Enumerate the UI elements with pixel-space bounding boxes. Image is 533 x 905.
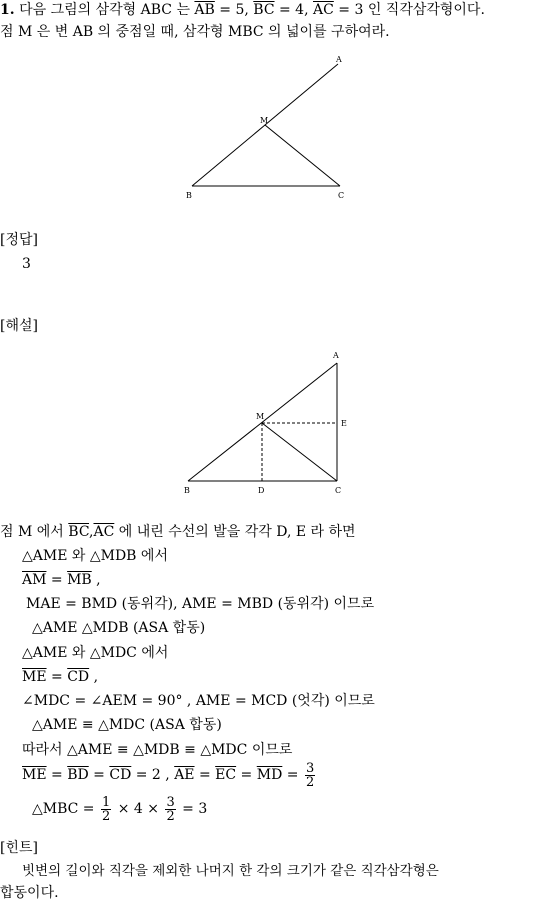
explanation-line-7 — [22, 667, 98, 687]
text: 에 내린 수선의 발을 각각 D, E 라 하면 — [114, 524, 356, 540]
segment-ec: $\overline{EC}$ — [215, 767, 237, 783]
label-a: A — [333, 351, 339, 360]
explanation-line-2: △AME 와 △MDB 에서 — [22, 548, 168, 564]
answer-heading: [정답] — [0, 232, 38, 248]
segment-mb: $\overline{MB}$ — [67, 572, 92, 588]
text: = 3 — [177, 801, 208, 817]
hint-line-2: 합동이다. — [0, 885, 59, 901]
fraction-three-halves — [305, 762, 315, 789]
problem-text-1c: = 4, — [274, 2, 313, 18]
fraction-numerator: 3 — [305, 760, 315, 776]
text: 점 M 에서 — [0, 524, 69, 540]
explanation-line-4: MAE = BMD (동위각), AME = MBD (동위각) 이므로 — [26, 596, 375, 612]
text: , — [91, 572, 101, 588]
problem-text-1d: = 3 인 직각삼각형이다. — [333, 2, 485, 18]
label-e: E — [341, 419, 347, 428]
text: , — [89, 524, 94, 540]
text: = — [236, 767, 257, 783]
problem-text-1a: 다음 그림의 삼각형 ABC 는 — [19, 2, 195, 18]
hint-line-1: 빗변의 길이와 직각을 제외한 나머지 한 각의 크기가 같은 직각삼각형은 — [22, 863, 439, 879]
segment-ac: $\overline{AC}$ — [93, 524, 115, 540]
text: = — [282, 767, 303, 783]
segment-cd: $\overline{CD}$ — [109, 767, 132, 783]
label-d: D — [258, 486, 265, 495]
segment-bc: $\overline{BC}$ — [68, 524, 90, 540]
problem-number: 1. — [0, 2, 15, 18]
segment-am: $\overline{AM}$ — [22, 572, 47, 588]
explanation-line-9: △AME ≡ △MDC (ASA 합동) — [32, 717, 222, 733]
text: = — [46, 669, 68, 685]
text: = — [46, 572, 68, 588]
segment-cd: $\overline{CD}$ — [67, 669, 90, 685]
fraction-numerator: 1 — [102, 794, 111, 810]
text: , — [89, 669, 99, 685]
explanation-line-1 — [0, 522, 356, 542]
triangle-figure-2 — [180, 345, 360, 500]
explanation-line-6: △AME 와 △MDC 에서 — [22, 645, 169, 661]
explanation-line-12 — [32, 794, 207, 824]
explanation-line-5: △AME △MDB (ASA 합동) — [32, 620, 206, 636]
triangle-figure-1 — [180, 50, 360, 205]
label-m: M — [260, 116, 269, 125]
text: △MBC = — [32, 801, 99, 817]
segment-bd: $\overline{BD}$ — [67, 767, 89, 783]
label-m: M — [256, 412, 265, 421]
segment-me: $\overline{ME}$ — [22, 669, 47, 685]
answer-value: 3 — [22, 256, 31, 272]
explanation-line-10: 따라서 △AME ≡ △MDB ≡ △MDC 이므로 — [22, 742, 293, 758]
explanation-line-3 — [22, 570, 101, 590]
fraction-denominator: 2 — [102, 808, 111, 824]
text: = 2 , — [131, 767, 175, 783]
fraction-denominator: 2 — [166, 808, 175, 824]
label-c: C — [338, 191, 345, 200]
text: = — [88, 767, 110, 783]
segment-ac: $\overline{AC}$ — [313, 2, 334, 18]
label-b: B — [184, 486, 190, 495]
segment-ae: $\overline{AE}$ — [174, 767, 195, 783]
problem-line-2: 점 M 은 변 AB 의 중점일 때, 삼각형 MBC 의 넓이를 구하여라. — [0, 24, 390, 40]
explanation-line-11 — [22, 760, 317, 790]
fraction-one-half — [101, 796, 111, 823]
explanation-heading: [해설] — [0, 318, 38, 334]
text: × 4 × — [113, 801, 164, 817]
segment-ab: $\overline{AB}$ — [194, 2, 215, 18]
label-a: A — [336, 55, 342, 64]
problem-line-1 — [0, 0, 485, 20]
segment-md: $\overline{MD}$ — [256, 767, 283, 783]
hint-heading: [힌트] — [0, 840, 38, 856]
explanation-line-8: ∠MDC = ∠AEM = 90° , AME = MCD (엇각) 이므로 — [22, 693, 375, 709]
text: = — [194, 767, 216, 783]
label-b: B — [186, 191, 192, 200]
fraction-denominator: 2 — [305, 774, 315, 790]
label-c: C — [335, 486, 342, 495]
fraction-numerator: 3 — [166, 794, 175, 810]
text: = — [46, 767, 68, 783]
segment-bc: $\overline{BC}$ — [253, 2, 275, 18]
problem-text-1b: = 5, — [214, 2, 254, 18]
fraction-three-halves — [165, 796, 175, 823]
segment-me: $\overline{ME}$ — [22, 767, 47, 783]
